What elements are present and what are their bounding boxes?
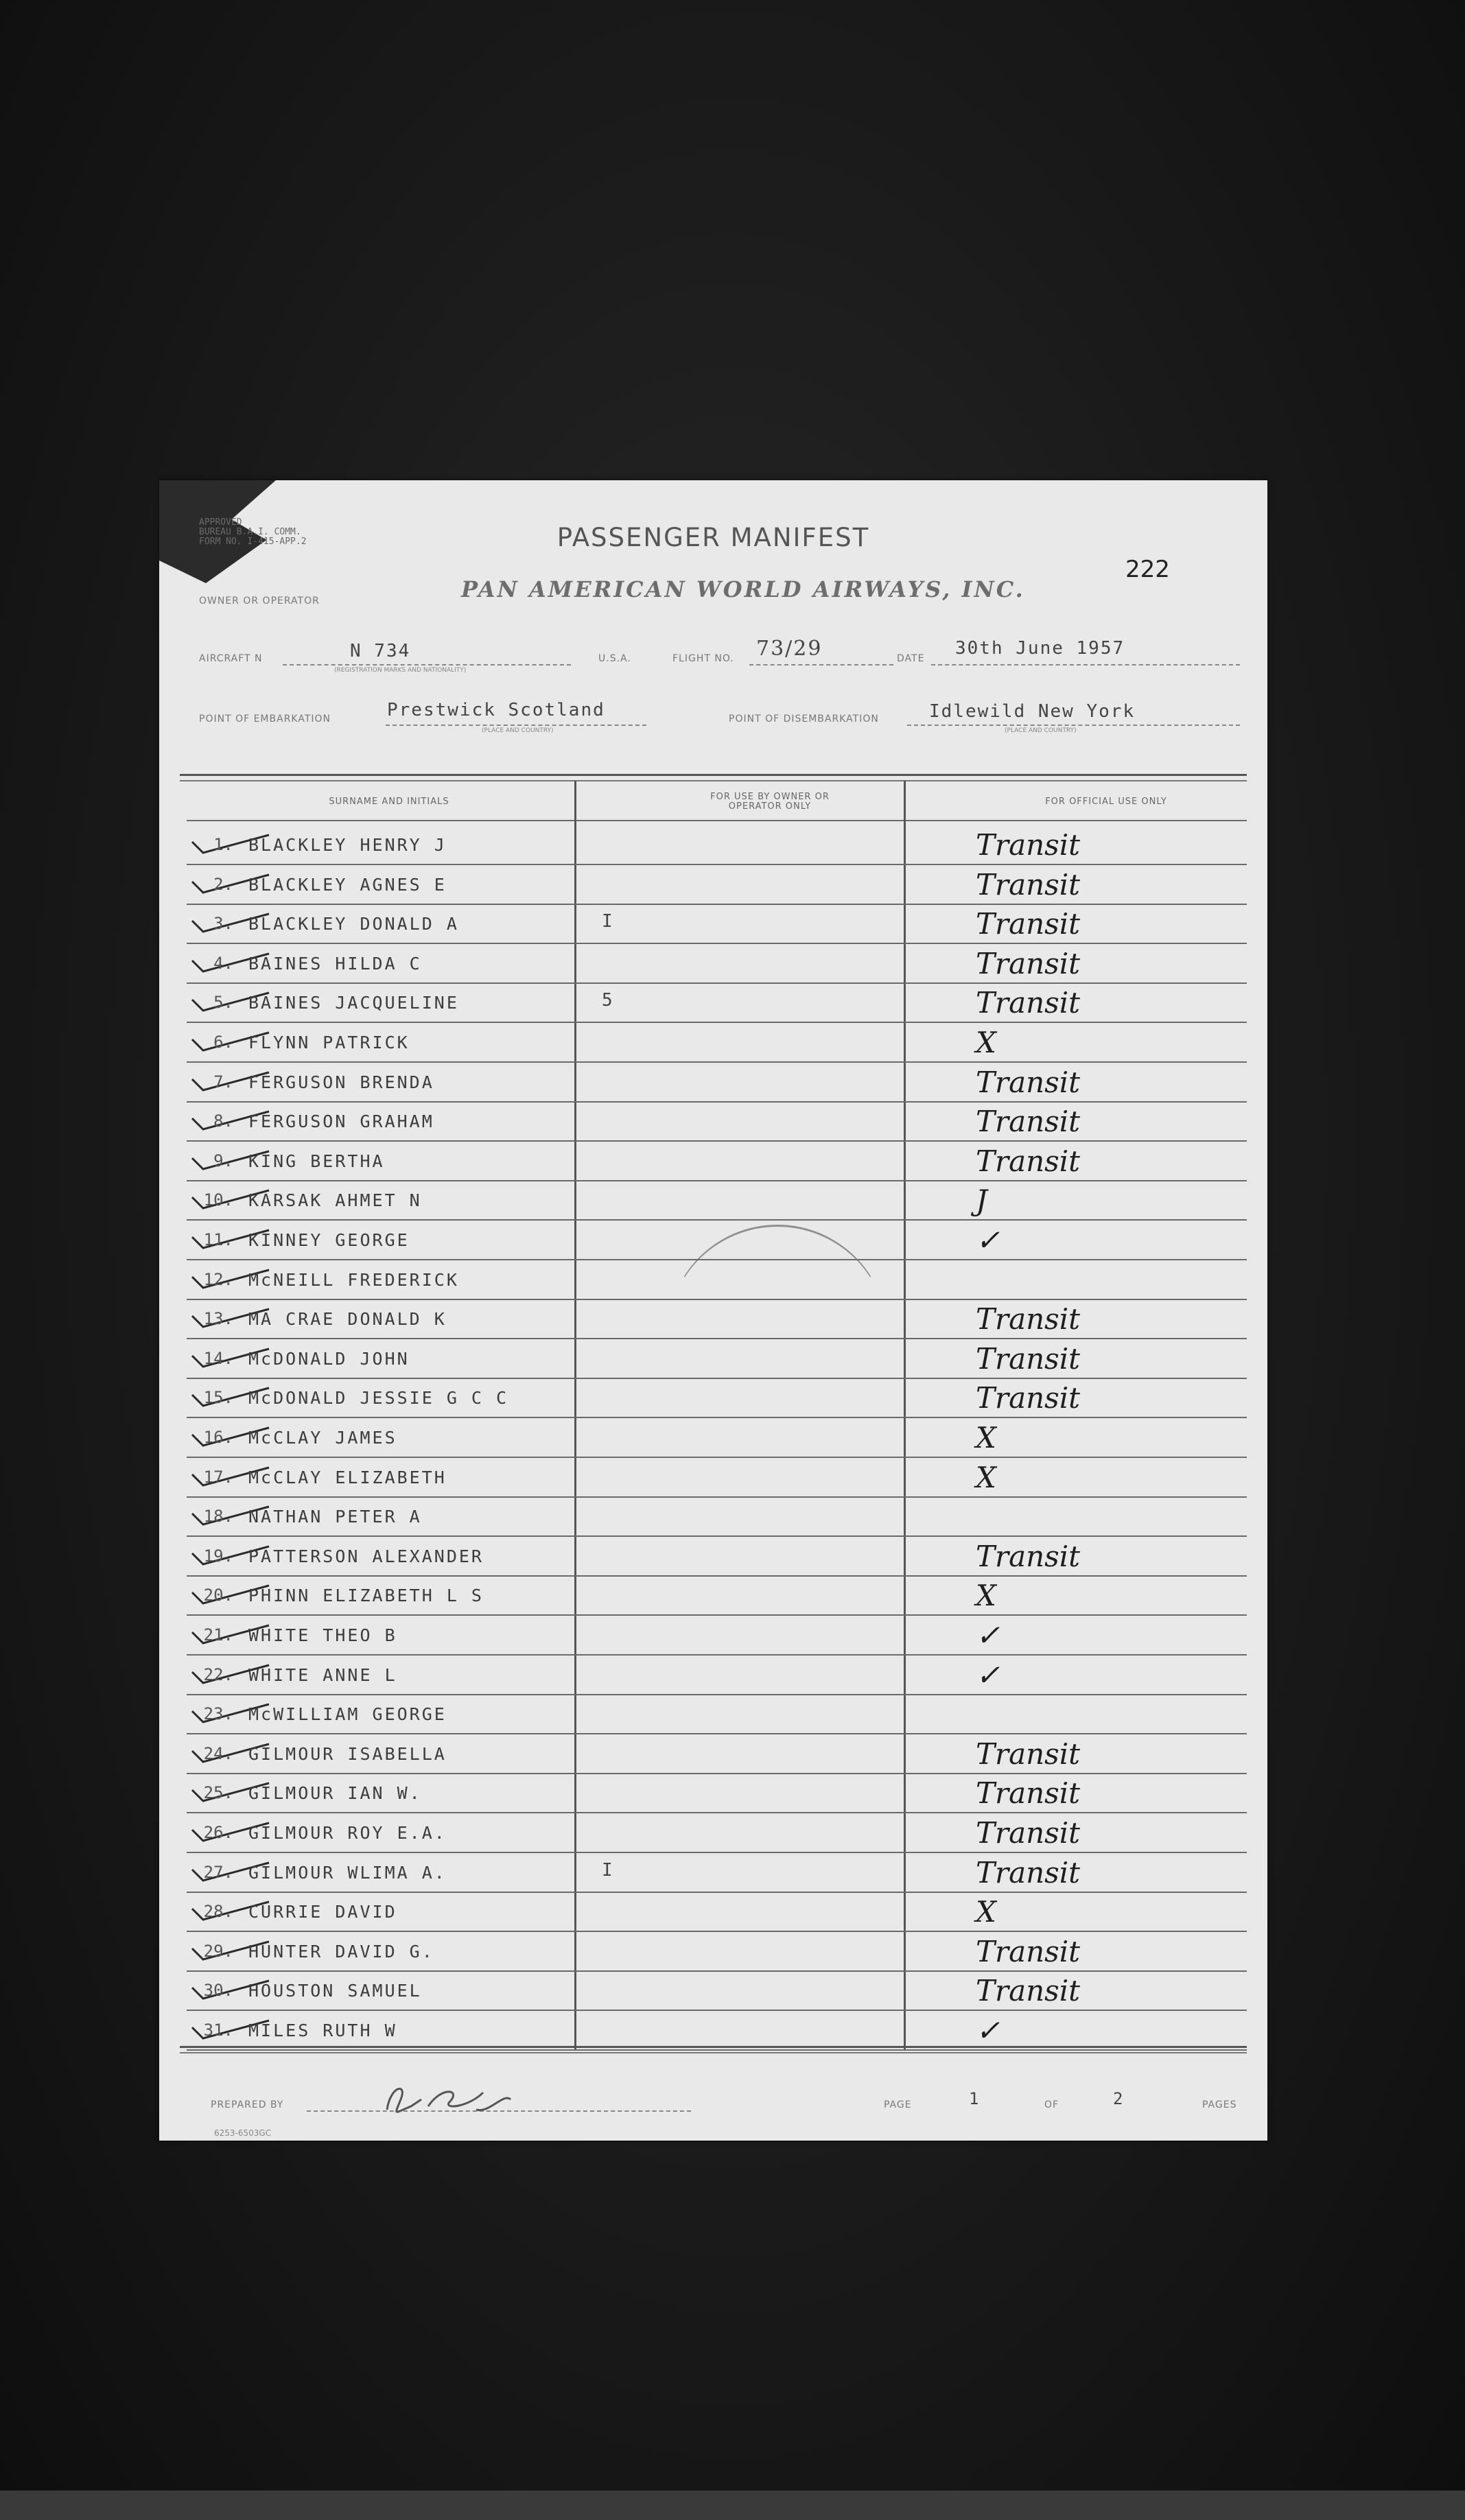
official-use-mark: X	[976, 1026, 996, 1059]
row-number: 19.	[203, 1546, 233, 1566]
official-use-mark: ✓	[976, 1658, 1000, 1692]
of-label: OF	[1044, 2099, 1059, 2110]
official-use-mark: Transit	[976, 1065, 1081, 1099]
table-row	[187, 1774, 1243, 1813]
official-use-mark: Transit	[976, 828, 1081, 862]
official-use-mark: Transit	[976, 1105, 1081, 1139]
passenger-name: NATHAN PETER A	[248, 1507, 422, 1527]
passenger-name: BAINES HILDA C	[248, 953, 422, 974]
row-number: 9.	[213, 1151, 233, 1170]
row-number: 28.	[203, 1902, 233, 1922]
row-number: 2.	[213, 874, 233, 894]
passenger-name: PATTERSON ALEXANDER	[248, 1546, 484, 1566]
preparer-signature	[380, 2079, 517, 2127]
official-use-mark: Transit	[976, 1816, 1081, 1850]
disembark-value: Idlewild New York	[929, 701, 1136, 722]
official-use-mark: Transit	[976, 1381, 1081, 1415]
header-rule	[187, 820, 1247, 821]
aircraft-underline	[283, 664, 571, 666]
official-use-mark: Transit	[976, 907, 1081, 941]
table-row	[187, 1102, 1243, 1142]
passenger-name: MILES RUTH W	[248, 2021, 397, 2040]
passenger-name: KING BERTHA	[248, 1151, 385, 1171]
row-number: 10.	[203, 1190, 233, 1210]
passenger-name: WHITE THEO B	[248, 1625, 397, 1645]
passenger-name: BAINES JACQUELINE	[248, 993, 459, 1013]
official-column-header: FOR OFFICIAL USE ONLY	[1045, 797, 1167, 807]
table-row	[187, 1616, 1243, 1656]
table-row	[187, 1734, 1243, 1774]
table-row	[187, 1418, 1243, 1458]
table-row	[187, 1299, 1243, 1339]
table-row	[187, 1458, 1243, 1498]
embark-underline	[386, 725, 646, 726]
table-row	[187, 1656, 1243, 1695]
official-use-mark: ✓	[976, 1223, 1000, 1257]
official-use-mark: Transit	[976, 1302, 1081, 1336]
row-number: 18.	[203, 1507, 233, 1527]
passenger-name: CURRIE DAVID	[248, 1902, 397, 1922]
passenger-name: McDONALD JOHN	[248, 1348, 410, 1369]
official-use-mark: X	[976, 1579, 996, 1613]
passenger-name: McCLAY ELIZABETH	[248, 1467, 447, 1487]
owner-label: OWNER OR OPERATOR	[199, 596, 320, 607]
row-number: 26.	[203, 1823, 233, 1842]
row-number: 31.	[203, 2021, 233, 2040]
approval-line: APPROVED	[199, 517, 242, 528]
aircraft-value: N 734	[350, 641, 411, 661]
official-use-mark: Transit	[976, 1736, 1081, 1771]
table-row	[187, 1023, 1243, 1063]
table-top-rule	[180, 774, 1247, 781]
table-row	[187, 1892, 1243, 1932]
row-number: 5.	[213, 993, 233, 1013]
official-use-mark: Transit	[976, 946, 1081, 980]
passenger-name: GILMOUR WLIMA A.	[248, 1862, 447, 1883]
owner-use-mark: I	[602, 911, 613, 932]
table-row	[187, 865, 1243, 905]
official-use-mark: ✓	[976, 2014, 1000, 2047]
row-number: 22.	[203, 1664, 233, 1684]
passenger-name: KINNEY GEORGE	[248, 1230, 410, 1250]
official-use-mark: X	[976, 1421, 996, 1455]
flight-underline	[749, 664, 893, 666]
table-row	[187, 904, 1243, 944]
table-row	[187, 1339, 1243, 1379]
form-code: 6253-6503GC	[214, 2128, 272, 2138]
row-number: 13.	[203, 1309, 233, 1329]
table-row	[187, 2011, 1243, 2051]
disembark-note: (PLACE AND COUNTRY)	[1005, 727, 1077, 734]
airline-name: PAN AMERICAN WORLD AIRWAYS, INC.	[461, 576, 1025, 602]
disembark-label: POINT OF DISEMBARKATION	[729, 714, 879, 725]
row-number: 1.	[213, 835, 233, 854]
disembark-underline	[907, 725, 1240, 726]
table-row	[187, 1537, 1243, 1577]
passenger-name: PHINN ELIZABETH L S	[248, 1586, 484, 1606]
owner-use-mark: I	[602, 1859, 613, 1881]
table-row	[187, 825, 1243, 865]
official-use-mark: Transit	[976, 1341, 1081, 1376]
table-row	[187, 1695, 1243, 1734]
passenger-name: BLACKLEY HENRY J	[248, 835, 447, 855]
passenger-name: McWILLIAM GEORGE	[248, 1704, 447, 1725]
passenger-name: BLACKLEY DONALD A	[248, 914, 459, 934]
row-number: 20.	[203, 1586, 233, 1605]
table-row	[187, 1063, 1243, 1103]
row-number: 14.	[203, 1348, 233, 1368]
date-underline	[931, 664, 1240, 666]
nationality: U.S.A.	[598, 653, 631, 664]
passenger-name: GILMOUR ROY E.A.	[248, 1823, 447, 1843]
table-row	[187, 1813, 1243, 1853]
table-row	[187, 1378, 1243, 1418]
scan-bottom-strip	[0, 2490, 1465, 2520]
row-number: 6.	[213, 1033, 233, 1052]
aircraft-label: AIRCRAFT N	[199, 653, 263, 664]
table-row	[187, 1576, 1243, 1616]
approval-line: BUREAU B.A.I. COMM.	[199, 527, 301, 537]
row-number: 25.	[203, 1783, 233, 1803]
embark-note: (PLACE AND COUNTRY)	[482, 727, 554, 734]
official-use-mark: X	[976, 1895, 996, 1929]
passenger-name: MA CRAE DONALD K	[248, 1309, 447, 1330]
row-number: 15.	[203, 1388, 233, 1408]
row-number: 3.	[213, 914, 233, 934]
table-row	[187, 1932, 1243, 1972]
owner-use-mark: 5	[602, 990, 613, 1011]
table-row	[187, 1497, 1243, 1537]
manifest-title: PASSENGER MANIFEST	[556, 523, 870, 552]
passenger-name: HUNTER DAVID G.	[248, 1941, 434, 1962]
row-number: 27.	[203, 1862, 233, 1882]
passenger-name: FERGUSON GRAHAM	[248, 1111, 434, 1132]
passenger-name: FLYNN PATRICK	[248, 1033, 410, 1052]
pages-label: PAGES	[1202, 2099, 1237, 2110]
page-label: PAGE	[884, 2099, 912, 2110]
flight-value: 73/29	[756, 637, 823, 661]
official-use-mark: J	[976, 1184, 987, 1218]
table-row	[187, 1971, 1243, 2011]
manifest-sheet	[159, 480, 1267, 2141]
owner-column-header: FOR USE BY OWNER OR OPERATOR ONLY	[710, 792, 830, 812]
official-use-mark: Transit	[976, 867, 1081, 902]
official-use-mark: Transit	[976, 1539, 1081, 1573]
date-value: 30th June 1957	[955, 638, 1125, 659]
table-row	[187, 1853, 1243, 1893]
row-number: 7.	[213, 1072, 233, 1092]
passenger-name: GILMOUR IAN W.	[248, 1783, 422, 1804]
embark-value: Prestwick Scotland	[387, 700, 605, 720]
handwritten-page-number: 222	[1125, 556, 1170, 583]
passenger-name: GILMOUR ISABELLA	[248, 1743, 447, 1764]
row-number: 24.	[203, 1743, 233, 1763]
row-number: 4.	[213, 953, 233, 973]
passenger-name: McCLAY JAMES	[248, 1428, 397, 1448]
table-row	[187, 1181, 1243, 1221]
passenger-name: WHITE ANNE L	[248, 1664, 397, 1685]
official-use-mark: Transit	[976, 1974, 1081, 2008]
table-row	[187, 1260, 1243, 1300]
passenger-name: BLACKLEY AGNES E	[248, 874, 447, 895]
row-number: 17.	[203, 1467, 233, 1487]
passenger-name: FERGUSON BRENDA	[248, 1072, 434, 1092]
official-use-mark: Transit	[976, 986, 1081, 1020]
passenger-name: McDONALD JESSIE G C C	[248, 1388, 509, 1409]
official-use-mark: Transit	[976, 1144, 1081, 1178]
row-number: 11.	[203, 1230, 233, 1249]
passenger-name: HOUSTON SAMUEL	[248, 1981, 422, 2001]
official-use-mark: X	[976, 1460, 996, 1494]
table-row	[187, 1221, 1243, 1260]
prepared-by-label: PREPARED BY	[211, 2099, 284, 2110]
row-number: 12.	[203, 1269, 233, 1289]
table-row	[187, 1142, 1243, 1181]
passenger-name: McNEILL FREDERICK	[248, 1269, 459, 1290]
official-use-mark: Transit	[976, 1855, 1081, 1889]
approval-line: FORM NO. I-415-APP.2	[199, 537, 307, 547]
date-label: DATE	[897, 653, 925, 664]
embark-label: POINT OF EMBARKATION	[199, 714, 331, 725]
row-number: 8.	[213, 1111, 233, 1131]
row-number: 16.	[203, 1428, 233, 1447]
surname-column-header: SURNAME AND INITIALS	[329, 797, 449, 807]
passenger-name: KARSAK AHMET N	[248, 1190, 422, 1211]
table-bottom-rule	[180, 2046, 1247, 2053]
registration-note: (REGISTRATION MARKS AND NATIONALITY)	[334, 667, 467, 674]
row-number: 21.	[203, 1625, 233, 1645]
table-row	[187, 983, 1243, 1023]
row-number: 30.	[203, 1981, 233, 2001]
table-row	[187, 944, 1243, 984]
row-number: 29.	[203, 1941, 233, 1961]
official-use-mark: Transit	[976, 1934, 1081, 1968]
official-use-mark: Transit	[976, 1776, 1081, 1811]
flight-label: FLIGHT NO.	[672, 653, 734, 664]
official-use-mark: ✓	[976, 1618, 1000, 1652]
page-value: 1	[969, 2089, 981, 2108]
row-number: 23.	[203, 1704, 233, 1724]
of-value: 2	[1113, 2089, 1125, 2108]
